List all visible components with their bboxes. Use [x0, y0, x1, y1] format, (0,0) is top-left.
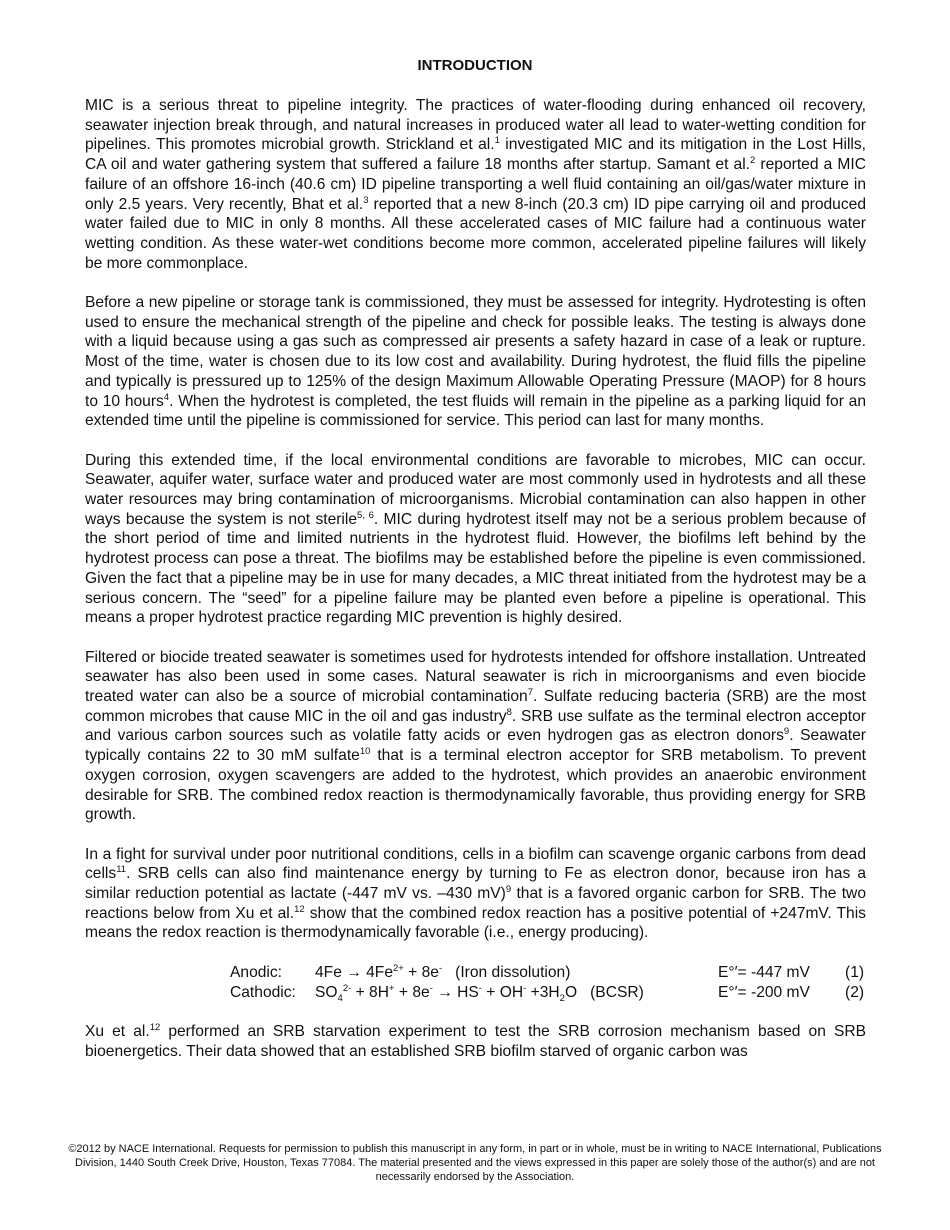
paragraph — [85, 96, 866, 273]
superscript: 7 — [527, 686, 534, 698]
subscript: 2 — [559, 992, 565, 1004]
superscript: 2 — [750, 154, 756, 166]
text-run: . SRB cells can also find maintenance energy by turning to Fe as electron donor, because iron has a similar reduction potential as lactate (-447 mV vs. –430 mV) — [85, 865, 866, 903]
text-run: +3H — [526, 983, 560, 1001]
superscript: 1 — [494, 135, 500, 147]
text-run: performed an SRB starvation experiment to test the SRB corrosion mechanism based on SRB bioenergetics. Their data showed that an established SRB biofilm starved of organic carbon was — [85, 1022, 867, 1060]
superscript: 12 — [294, 903, 305, 915]
text-run: reported that a new 8-inch (20.3 cm) ID pipe carrying oil and produced water failed due to MIC in only 8 months. All these accelerated cases of MIC failure had a continuous water wetting condition. As these water-wet conditions become more common, accelerated pipeline failures will likely be more commonplace. — [85, 195, 866, 272]
text-run: MIC is a serious threat to pipeline integrity. The practices of water-flooding during enhanced oil recovery, seawater injection break through, and natural increases in produced water all lead to water-wetting condition for pipelines. This promotes microbial growth. Strickland et al. — [85, 97, 866, 154]
superscript: 11 — [116, 864, 127, 876]
text-run: (Iron dissolution) — [442, 963, 571, 981]
text-run: In a fight for survival under poor nutritional conditions, cells in a biofilm can scavenge organic carbons from dead cells — [85, 845, 866, 883]
text-run: that is a favored organic carbon for SRB. The two reactions below from Xu et al. — [85, 885, 866, 922]
subscript: 4 — [337, 992, 343, 1004]
equation-formula — [315, 983, 644, 1003]
equation-potential: E°′= -447 mV — [718, 963, 810, 981]
copyright-footer: ©2012 by NACE International. Requests for permission to publish this manuscript in any form, in part or in whole, must be in writing to NACE International, Publications Division, 1440 South Creek Drive, Houston, Texas 77084. The material presented and the views expressed in this paper are solely those of the author(s) and are not necessarily endorsed by the Association. — [68, 1143, 882, 1183]
superscript: 10 — [359, 745, 371, 757]
text-run: show that the combined redox reaction has a positive potential of +247mV. This means the redox reaction is thermodynamically favorable (i.e., energy producing). — [85, 904, 866, 942]
text-run: . SRB use sulfate as the terminal electron acceptor and various carbon sources such as volatile fatty acids or even hydrogen gas as electron donors — [85, 707, 866, 745]
superscript: 8 — [506, 706, 512, 718]
text-run: Xu et al. — [85, 1022, 150, 1040]
text-run: Filtered or biocide treated seawater is sometimes used for hydrotests intended for offshore installation. Untreated seawater has also been used in some cases. Natural seawater is rich in microorganisms and even biocide treated water can also be a source of microbial contamination — [85, 648, 866, 706]
paragraph — [85, 451, 866, 628]
text-run: . Seawater typically contains 22 to 30 mM sulfate — [85, 727, 866, 765]
superscript: - — [429, 982, 433, 994]
text-run: 4Fe → 4Fe — [315, 963, 393, 981]
equation-number: (2) — [845, 983, 865, 1001]
paragraph — [85, 845, 866, 944]
superscript: 9 — [505, 883, 512, 895]
equation-number: (1) — [845, 963, 865, 981]
superscript: 5, 6 — [357, 509, 374, 521]
paragraph — [85, 1022, 866, 1061]
equation-formula — [315, 963, 570, 983]
text-run: → HS — [432, 983, 479, 1001]
superscript: 12 — [149, 1021, 161, 1033]
text-run: Before a new pipeline or storage tank is commissioned, they must be assessed for integrity. Hydrotesting is often used to ensure the mechanical strength of the pipeline and check for possible leaks. The testing is always done with a liquid because using a gas such as compressed air presents a safety hazard in case of a leak or rupture. Most of the time, water is chosen due to its low cost and availability. During hydrotest, the fluid fills the pipeline and typically is pressured up to 125% of the design Maximum Allowable Operating Pressure (MAOP) for 8 hours to 10 hours — [85, 294, 866, 410]
text-run: During this extended time, if the local environmental conditions are favorable to microbes, MIC can occur. Seawater, aquifer water, surface water and produced water are most commonly used in hydrotests and all these water resources may bring contamination of microorganisms. Microbial contamination can also happen in other ways because the system is not sterile — [85, 451, 866, 528]
text-run: . When the hydrotest is completed, the test fluids will remain in the pipeline as a parking liquid for an extended time until the pipeline is commissioned for service. This period can last for many months. — [85, 392, 866, 430]
text-run: + 8e — [403, 963, 439, 981]
equation-label: Anodic: — [230, 963, 283, 981]
paragraph — [85, 648, 866, 825]
text-run: + 8H — [351, 983, 389, 1001]
superscript: 3 — [363, 194, 369, 206]
superscript: 2- — [342, 982, 352, 994]
superscript: 9 — [783, 726, 790, 738]
text-run: investigated MIC and its mitigation in the Lost Hills, CA oil and water gathering system that suffered a failure 18 months after startup. Samant et al. — [85, 136, 866, 174]
text-run: SO — [315, 983, 338, 1001]
equation-cathodic — [85, 983, 866, 1003]
superscript: - — [523, 982, 527, 994]
paragraph — [85, 293, 866, 431]
text-run: . MIC during hydrotest itself may not be a serious problem because of the short period of time and limited nutrients in the hydrotest fluid. However, the biofilms left behind by the hydrotest process can pose a threat. The biofilms may be established before the pipeline is even commissioned. Given the fact that a pipeline may be in use for many decades, a MIC threat initiated from the hydrotest may be a serious concern. The “seed” for a pipeline failure may be planted even before a pipeline is operational. This means a proper hydrotest practice regarding MIC prevention is highly desired. — [85, 510, 866, 627]
document-body — [85, 96, 866, 1081]
superscript: - — [438, 962, 443, 974]
superscript: - — [478, 982, 482, 994]
superscript: 2+ — [393, 962, 404, 974]
text-run: + 8e — [394, 983, 430, 1001]
section-title: INTRODUCTION — [417, 57, 533, 74]
equation-anodic — [85, 963, 866, 983]
equation-potential: E°′= -200 mV — [718, 983, 810, 1001]
superscript: 4 — [163, 391, 170, 403]
equations — [85, 963, 866, 1002]
text-run: O (BCSR) — [564, 983, 644, 1001]
text-run: . Sulfate reducing bacteria (SRB) are the most common microbes that cause MIC in the oil and gas industry — [85, 688, 866, 725]
text-run: + OH — [481, 983, 524, 1001]
superscript: + — [389, 982, 395, 994]
text-run: reported a MIC failure of an offshore 16-inch (40.6 cm) ID pipeline transporting a well fluid containing an oil/gas/water mixture in only 2.5 years. Very recently, Bhat et al. — [85, 156, 866, 213]
text-run: that is a terminal electron acceptor for SRB metabolism. To prevent oxygen corrosion, oxygen scavengers are added to the hydrotest, which provides an anaerobic environment desirable for SRB. The combined redox reaction is thermodynamically favorable, thus providing energy for SRB growth. — [85, 747, 866, 824]
equation-label: Cathodic: — [230, 983, 296, 1001]
